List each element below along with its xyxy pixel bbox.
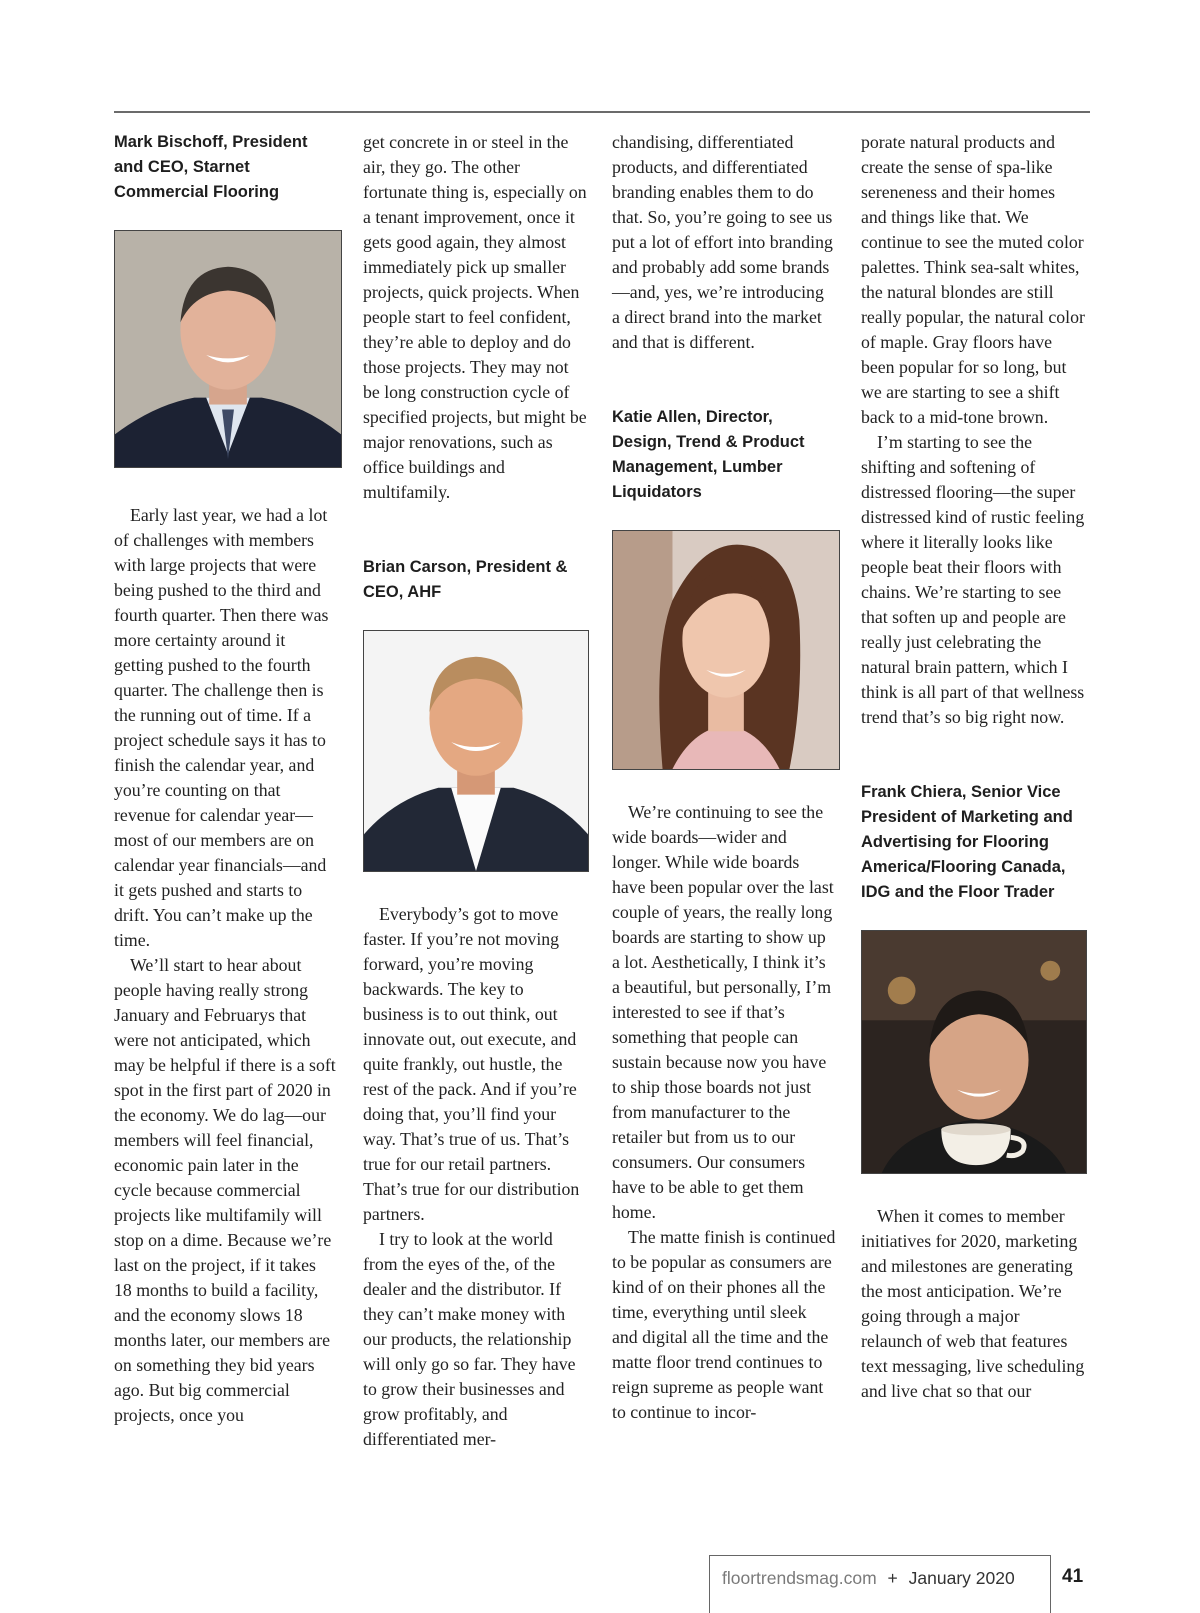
- paragraph: When it comes to member initiatives for 2020, marketing and milestones are generating the most anticipation. We’re going through a major relaunch of web that features text messaging, live scheduling and live chat so that our: [861, 1206, 1085, 1401]
- paragraph: The matte finish is continued to be popular as consumers are kind of on their phones all the time, everything until sleek and digital all the time and the matte floor trend continues to reign supreme as people want to continue to incor-: [612, 1227, 836, 1422]
- footer-text: [722, 1568, 1015, 1589]
- paragraph: We’re continuing to see the wide boards—wider and longer. While wide boards have been popular over the last couple of years, the really long boards are starting to show up a lot. Aesthetically, I think it’s a beautiful, but personally, I’m interested to see if that’s something that people can sustain because now you have to ship those boards not just from manufacturer to the retailer but from us to our consumers. Our consumers have to be able to get them home.: [612, 802, 834, 1222]
- top-rule: [114, 111, 1090, 113]
- paragraph: get concrete in or steel in the air, they go. The other fortunate thing is, especially on a tenant improvement, once it gets good again, they almost immediately pick up smaller projects, quick projects. When people start to feel confident, they’re able to deploy and do those projects. They may not be long construction cycle of specified projects, but might be major renovations, such as office buildings and multifamily.: [363, 132, 587, 502]
- photo-chiera: [861, 930, 1087, 1174]
- footer-site: floortrendsmag.com: [722, 1568, 877, 1588]
- footer-date: January 2020: [908, 1568, 1015, 1588]
- paragraph: Early last year, we had a lot of challenges with members with large projects that were being pushed to the third and fourth quarter. Then there was more certainty around it getting pushed to the fourth quarter. The challenge then is the running out of time. If a project schedule says it has to finish the calendar year, and you’re counting on that revenue for calendar year—most of our members are on calendar year financials—and it gets pushed and starts to drift. You can’t make up the time.: [114, 505, 329, 950]
- speaker-heading-bischoff: Mark Bischoff, President and CEO, Starnet Commercial Flooring: [114, 133, 308, 201]
- paragraph: chandising, differentiated products, and differentiated branding enables them to do that. So, you’re going to see us put a lot of effort into branding and probably add some brands—and, yes, we’re introducing a direct brand into the market and that is different.: [612, 132, 833, 352]
- column-4: [861, 130, 1085, 1404]
- column-1: [114, 130, 338, 1428]
- footer-separator: +: [887, 1568, 898, 1588]
- speaker-heading-carson: Brian Carson, President & CEO, AHF: [363, 558, 568, 601]
- photo-allen: [612, 530, 840, 770]
- paragraph: Everybody’s got to move faster. If you’re not moving forward, you’re moving backwards. The key to business is to out think, out innovate out, out execute, and quite frankly, out hustle, the rest of the pack. And if you’re doing that, you’ll find your way. That’s true of us. That’s true for our retail partners. That’s true for our distribution partners.: [363, 904, 580, 1224]
- paragraph: porate natural products and create the sense of spa-like sereneness and their homes and things like that. We continue to see the muted color palettes. Think sea-salt whites, the natural blondes are still really popular, the natural color of maple. Gray floors have been popular for so long, but we are starting to see a shift back to a mid-tone brown.: [861, 132, 1085, 427]
- photo-carson: [363, 630, 589, 872]
- paragraph: I try to look at the world from the eyes of the, of the dealer and the distributor. If they can’t make money with our products, the relationship will only go so far. They have to grow their businesses and grow profitably, and differentiated mer-: [363, 1229, 576, 1449]
- speaker-heading-chiera: Frank Chiera, Senior Vice President of Marketing and Advertising for Flooring America/Flooring Canada, IDG and the Floor Trader: [861, 783, 1073, 901]
- speaker-heading-allen: Katie Allen, Director, Design, Trend & Product Management, Lumber Liquidators: [612, 408, 805, 501]
- page-number: 41: [1062, 1566, 1084, 1587]
- column-3: [612, 130, 836, 1425]
- column-2: [363, 130, 587, 1452]
- photo-bischoff: [114, 230, 342, 468]
- paragraph: I’m starting to see the shifting and softening of distressed flooring—the super distressed kind of rustic feeling where it literally looks like people beat their floors with chains. We’re starting to see that soften up and people are really just celebrating the natural brain pattern, which I think is all part of that wellness trend that’s so big right now.: [861, 432, 1085, 727]
- paragraph: We’ll start to hear about people having really strong January and Februarys that were not anticipated, which may be helpful if there is a soft spot in the first part of 2020 in the economy. We do lag—our members will feel financial, economic pain later in the cycle because commercial projects like multifamily will stop on a dime. Because we’re last on the project, if it takes 18 months to build a facility, and the economy slows 18 months later, our members are on something they bid years ago. But big commercial projects, once you: [114, 955, 336, 1425]
